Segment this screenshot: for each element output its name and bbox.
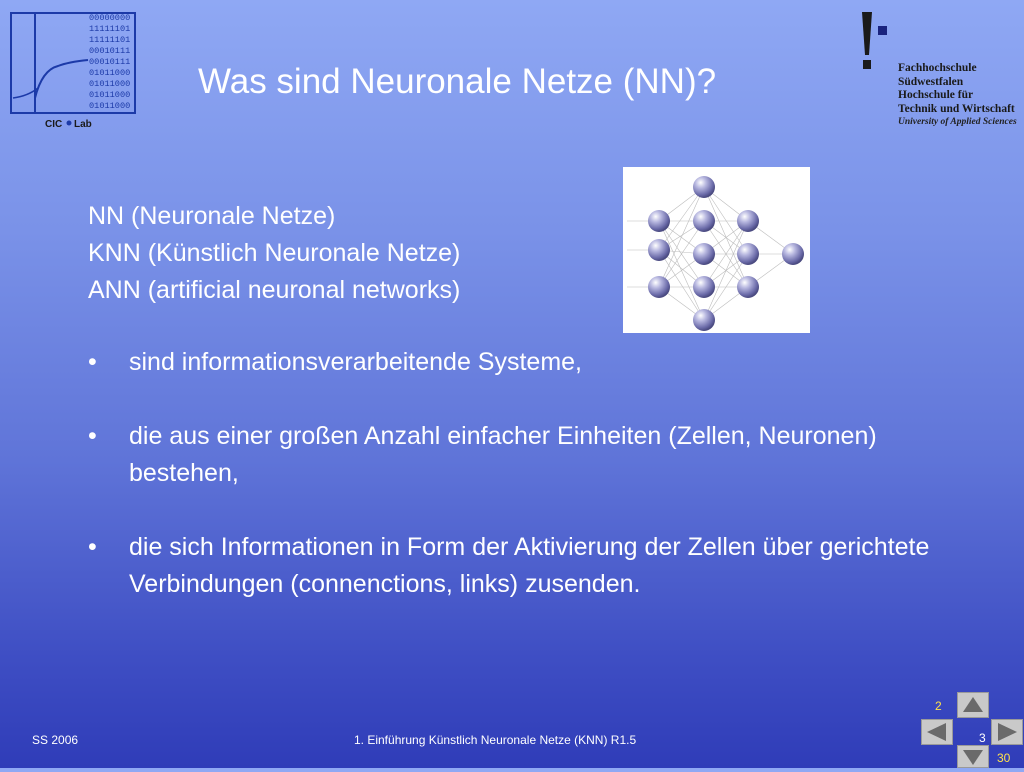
footer-course-title: 1. Einführung Künstlich Neuronale Netze (KNN) R1.5 bbox=[354, 733, 637, 747]
cic-lab-logo-graphic bbox=[8, 10, 138, 132]
bullet-dot: • bbox=[88, 422, 97, 450]
binary-row: 00000000 bbox=[89, 13, 131, 23]
slide-title: Was sind Neuronale Netze (NN)? bbox=[198, 62, 717, 101]
binary-row: 11111101 bbox=[89, 24, 131, 34]
fachhochschule-name bbox=[898, 62, 1017, 130]
lab-label: Lab bbox=[74, 119, 92, 130]
binary-row: 11111101 bbox=[89, 35, 131, 45]
neuron-node bbox=[737, 210, 759, 232]
triangle-down-icon bbox=[958, 746, 988, 767]
nav-down-button[interactable] bbox=[957, 745, 989, 768]
fh-subline: University of Applied Sciences bbox=[898, 117, 1017, 127]
bullet-dot: • bbox=[88, 348, 97, 376]
exclamation-logo-icon bbox=[855, 10, 895, 80]
abbreviation-item: NN (Neuronale Netze) bbox=[88, 202, 336, 230]
triangle-left-icon bbox=[922, 720, 952, 744]
binary-row: 00010111 bbox=[89, 46, 131, 56]
binary-row: 01011000 bbox=[89, 79, 131, 89]
neuron-node bbox=[693, 276, 715, 298]
neuron-node bbox=[782, 243, 804, 265]
bullet-text: die aus einer großen Anzahl einfacher Einheiten (Zellen, Neuronen) bestehen, bbox=[129, 422, 877, 487]
fh-line: Hochschule für bbox=[898, 89, 974, 101]
bullet-text: die sich Informationen in Form der Aktivierung der Zellen über gerichtete Verbindungen (connenctions, links) zusenden. bbox=[129, 533, 930, 598]
nav-up-button[interactable] bbox=[957, 692, 989, 718]
neuron-node bbox=[737, 243, 759, 265]
nav-previous-button[interactable] bbox=[921, 719, 953, 745]
neuron-node bbox=[693, 243, 715, 265]
blue-square-icon bbox=[878, 26, 887, 35]
abbreviation-item: ANN (artificial neuronal networks) bbox=[88, 276, 461, 304]
neuron-node bbox=[648, 210, 670, 232]
abbreviation-item: KNN (Künstlich Neuronale Netze) bbox=[88, 239, 461, 267]
bullet-item bbox=[88, 344, 948, 381]
neuron-node bbox=[693, 309, 715, 331]
bullet-text: sind informationsverarbeitende Systeme, bbox=[129, 348, 583, 376]
neural-network-diagram bbox=[623, 167, 810, 333]
fh-line: Technik und Wirtschaft bbox=[898, 102, 1015, 115]
fh-line: Südwestfalen bbox=[898, 75, 964, 88]
current-slide-number: 3 bbox=[979, 731, 986, 745]
bullet-list bbox=[88, 344, 948, 640]
fh-line: Fachhochschule bbox=[898, 62, 977, 74]
binary-row: 00010111 bbox=[89, 57, 131, 67]
neuron-node bbox=[737, 276, 759, 298]
footer-semester: SS 2006 bbox=[32, 733, 79, 747]
triangle-right-icon bbox=[992, 720, 1022, 744]
cic-lab-logo bbox=[8, 10, 138, 132]
total-slides-number: 30 bbox=[997, 751, 1011, 765]
abbreviation-list bbox=[88, 198, 460, 309]
binary-row: 01011000 bbox=[89, 101, 131, 111]
neuron-node bbox=[693, 176, 715, 198]
neural-network-image bbox=[623, 167, 810, 333]
cic-label: CIC bbox=[45, 119, 63, 130]
triangle-up-icon bbox=[958, 693, 988, 717]
bullet-item bbox=[88, 529, 948, 603]
cic-dot-icon bbox=[67, 121, 72, 126]
neuron-node bbox=[693, 210, 715, 232]
binary-row: 01011000 bbox=[89, 68, 131, 78]
neuron-node bbox=[648, 239, 670, 261]
nav-next-button[interactable] bbox=[991, 719, 1023, 745]
binary-row: 01011000 bbox=[89, 90, 131, 100]
previous-slide-number: 2 bbox=[935, 699, 942, 713]
bullet-dot: • bbox=[88, 533, 97, 561]
bullet-item bbox=[88, 418, 948, 492]
fachhochschule-logo bbox=[855, 10, 1020, 130]
neuron-node bbox=[648, 276, 670, 298]
